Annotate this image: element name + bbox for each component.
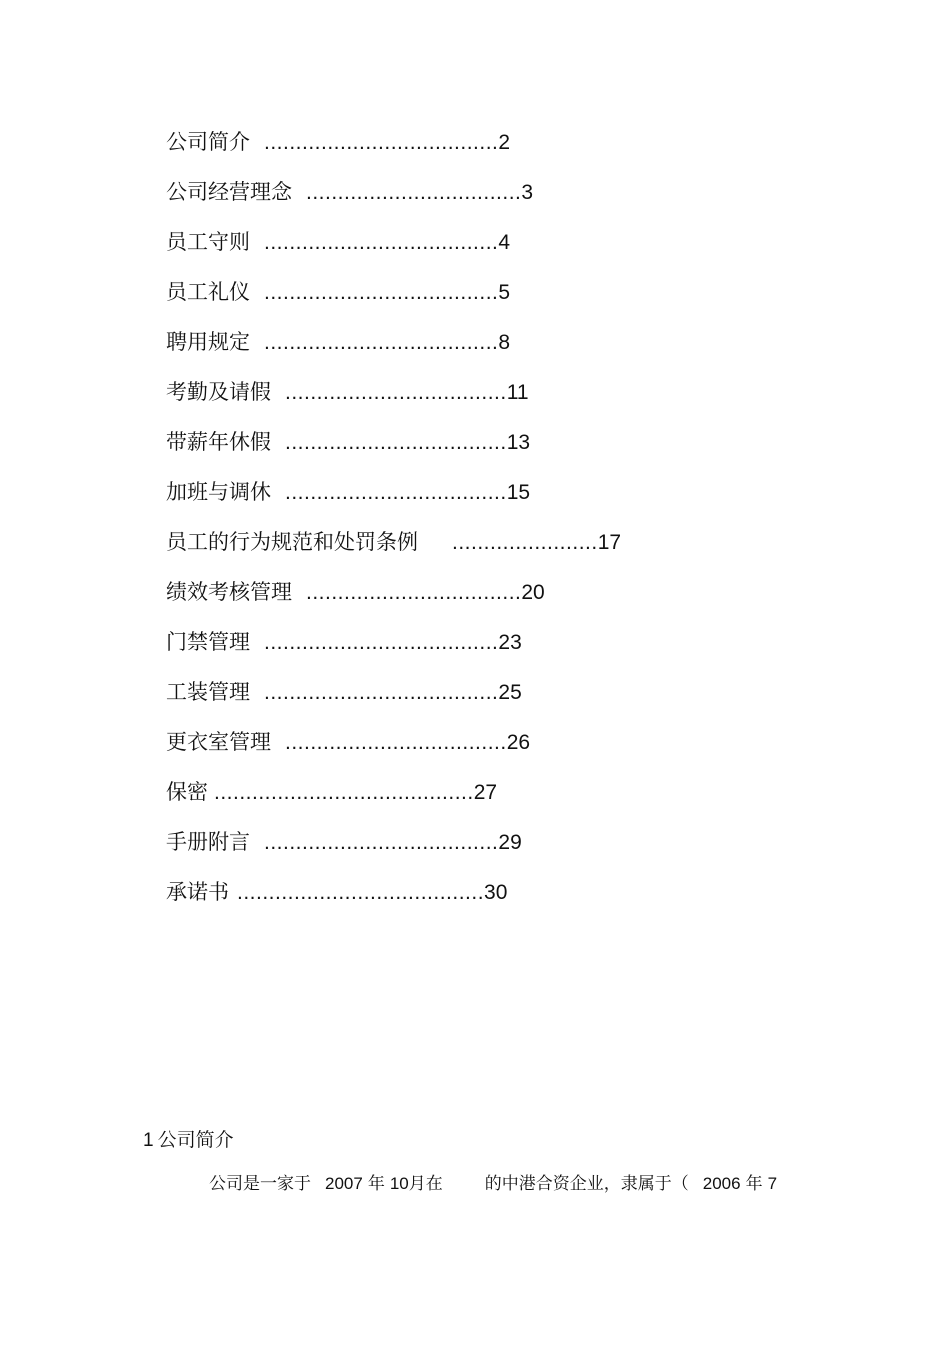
toc-leader-dots: .....................................	[264, 831, 499, 854]
toc-entry[interactable]	[166, 472, 866, 522]
toc-leader-dots: ...................................	[285, 381, 507, 404]
toc-page-number: 3	[521, 181, 534, 204]
toc-page-number: 30	[484, 881, 508, 904]
toc-leader-dots: ..................................	[306, 181, 522, 204]
toc-entry-title: 员工守则	[166, 230, 250, 254]
toc-leader-dots: .....................................	[264, 281, 499, 304]
toc-leader-dots: ..................................	[306, 581, 522, 604]
paragraph-text: 的中港合资企业，隶属于（	[484, 1174, 689, 1194]
toc-leader-dots: ...................................	[285, 481, 507, 504]
toc-entry[interactable]	[166, 372, 866, 422]
toc-page-number: 13	[506, 431, 531, 454]
toc-page-number: 8	[498, 331, 511, 354]
toc-entry[interactable]	[166, 422, 866, 472]
toc-page-number: 26	[506, 731, 531, 754]
paragraph-text: 年	[367, 1174, 385, 1194]
toc-entry[interactable]	[166, 322, 866, 372]
toc-entry-title: 门禁管理	[166, 630, 250, 654]
toc-page-number: 11	[506, 381, 529, 404]
toc-page-number: 17	[597, 531, 622, 554]
toc-leader-dots: ...................................	[285, 731, 507, 754]
toc-page-number: 5	[498, 281, 511, 304]
toc-entry[interactable]	[166, 822, 866, 872]
toc-entry[interactable]	[166, 172, 866, 222]
toc-page-number: 15	[506, 481, 531, 504]
toc-entry-title: 工装管理	[166, 680, 250, 704]
toc-page-number: 25	[498, 681, 522, 704]
toc-entry[interactable]	[166, 872, 866, 922]
toc-leader-dots: .....................................	[264, 681, 499, 704]
toc-entry-title: 聘用规定	[166, 330, 250, 354]
toc-entry[interactable]	[166, 622, 866, 672]
toc-entry[interactable]	[166, 222, 866, 272]
toc-leader-dots: .......................	[452, 531, 598, 554]
toc-entry-title: 员工的行为规范和处罚条例	[166, 530, 418, 554]
toc-leader-dots: .....................................	[264, 331, 499, 354]
toc-page-number: 23	[498, 631, 522, 654]
toc-page-number: 20	[521, 581, 545, 604]
paragraph-text: 公司是一家于	[209, 1174, 311, 1194]
toc-page-number: 27	[473, 781, 498, 804]
section-heading	[143, 1125, 234, 1156]
table-of-contents	[166, 122, 866, 922]
toc-entry-title: 绩效考核管理	[166, 580, 292, 604]
toc-leader-dots: .........................................	[214, 781, 474, 804]
body-paragraph	[209, 1170, 777, 1198]
toc-entry[interactable]	[166, 122, 866, 172]
toc-page-number: 2	[498, 131, 511, 154]
toc-entry-title: 更衣室管理	[166, 730, 271, 754]
section-number: 1	[143, 1130, 154, 1151]
toc-leader-dots: .....................................	[264, 231, 499, 254]
toc-page-number: 4	[498, 231, 511, 254]
toc-leader-dots: ...................................	[285, 431, 507, 454]
toc-entry-title: 带薪年休假	[166, 430, 271, 454]
paragraph-year: 2006	[702, 1174, 741, 1193]
toc-entry-title: 考勤及请假	[166, 380, 271, 404]
paragraph-month: 10	[389, 1174, 409, 1193]
toc-entry-title: 公司简介	[166, 130, 250, 154]
toc-entry-title: 加班与调休	[166, 480, 271, 504]
toc-entry-title: 保密	[166, 780, 208, 804]
toc-leader-dots: .....................................	[264, 631, 499, 654]
toc-entry[interactable]	[166, 672, 866, 722]
toc-leader-dots: .......................................	[237, 881, 485, 904]
toc-entry[interactable]	[166, 272, 866, 322]
toc-entry[interactable]	[166, 572, 866, 622]
paragraph-month: 7	[767, 1174, 778, 1193]
toc-leader-dots: .....................................	[264, 131, 499, 154]
paragraph-text: 月在	[408, 1174, 443, 1194]
toc-entry-title: 公司经营理念	[166, 180, 292, 204]
toc-entry-title: 手册附言	[166, 830, 250, 854]
paragraph-year: 2007	[325, 1174, 363, 1193]
section-title: 公司简介	[157, 1129, 234, 1151]
toc-entry[interactable]	[166, 722, 866, 772]
toc-entry[interactable]	[166, 772, 866, 822]
toc-page-number: 29	[498, 831, 522, 854]
toc-entry-title: 承诺书	[166, 880, 229, 904]
paragraph-text: 年	[745, 1174, 763, 1194]
toc-entry-title: 员工礼仪	[166, 280, 250, 304]
toc-entry[interactable]	[166, 522, 866, 572]
